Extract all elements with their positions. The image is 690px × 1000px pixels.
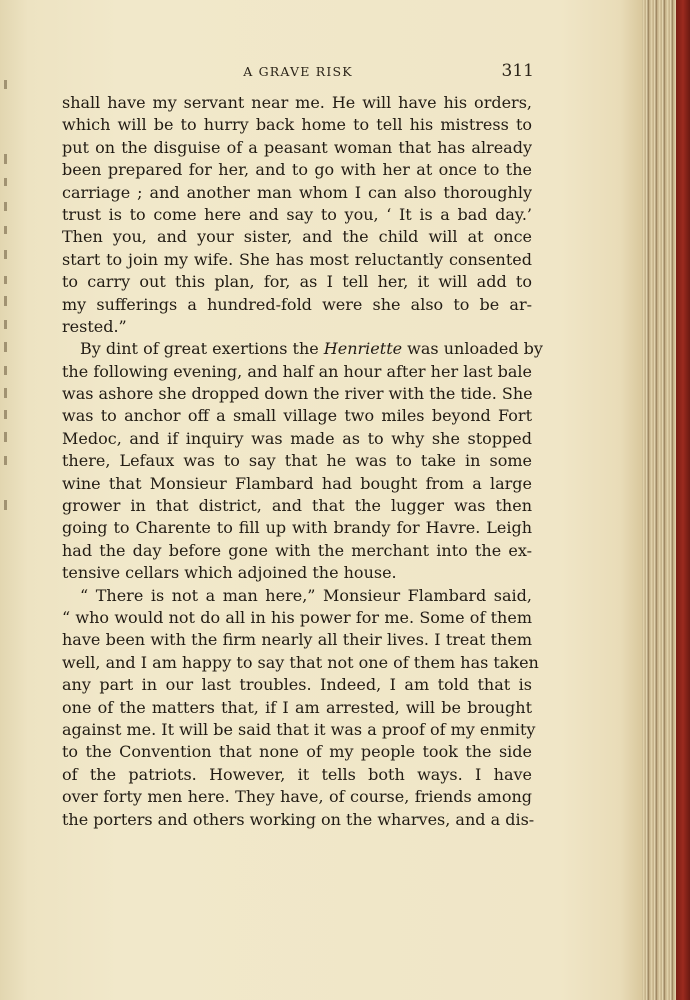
gutter-bleed-marks	[4, 80, 14, 520]
running-head: A GRAVE RISK	[243, 64, 353, 79]
body-text	[62, 92, 543, 831]
text-segment: By dint of great exertions the	[80, 339, 324, 359]
text-line: shall have my servant near me. He will have his orders,	[62, 93, 532, 112]
text-line	[62, 338, 543, 360]
text-line: was to anchor off a small village two miles beyond Fort	[62, 406, 532, 426]
text-line: “ There is not a man here,” Monsieur Flambard said,	[80, 585, 532, 605]
text-line: well, and I am happy to say that not one of them has taken	[62, 652, 539, 672]
text-line: the following evening, and half an hour after her last bale	[62, 361, 532, 381]
text-line: been prepared for her, and to go with her at once to the	[62, 160, 532, 180]
text-line: had the day before gone with the merchant into the ex-	[62, 540, 532, 560]
text-line: put on the disguise of a peasant woman that has already	[62, 137, 532, 157]
ship-name: Henriette	[323, 339, 403, 359]
text-line: wine that Monsieur Flambard had bought from a large	[62, 473, 532, 493]
text-line: have been with the firm nearly all their lives. I treat them	[62, 630, 532, 650]
text-line: to the Convention that none of my people took the side	[62, 742, 532, 762]
text-line: start to join my wife. She has most reluctantly consented	[62, 249, 532, 269]
book-page-edges	[642, 0, 690, 1000]
text-line: going to Charente to fill up with brandy for Havre. Leigh	[62, 518, 532, 538]
text-line: there, Lefaux was to say that he was to take in some	[62, 451, 532, 471]
text-line: one of the matters that, if I am arrested, will be brought	[62, 697, 532, 717]
page-number: 311	[501, 61, 534, 81]
text-line: against me. It will be said that it was a proof of my enmity	[62, 719, 536, 739]
text-line: trust is to come here and say to you, ‘ It is a bad day.’	[62, 204, 532, 224]
text-line: Then you, and your sister, and the child will at once	[62, 227, 532, 247]
text-line: of the patriots. However, it tells both ways. I have	[62, 764, 532, 784]
text-line: was ashore she dropped down the river with the tide. She	[62, 384, 533, 404]
text-line: “ who would not do all in his power for me. Some of them	[62, 607, 532, 627]
text-line: my sufferings a hundred-fold were she also to be ar-	[62, 294, 532, 314]
page-header	[62, 61, 534, 88]
text-line: carriage ; and another man whom I can also thoroughly	[62, 182, 532, 202]
text-line: over forty men here. They have, of course, friends among	[62, 787, 532, 807]
text-line: Medoc, and if inquiry was made as to why she stopped	[62, 428, 532, 448]
text-line: grower in that district, and that the lugger was then	[62, 496, 532, 516]
text-line: to carry out this plan, for, as I tell her, it will add to	[62, 272, 532, 292]
text-line: any part in our last troubles. Indeed, I am told that is	[62, 675, 532, 695]
text-line: the porters and others working on the wharves, and a dis-	[62, 809, 535, 829]
text-line: which will be to hurry back home to tell his mistress to	[62, 115, 532, 135]
text-line: tensive cellars which adjoined the house.	[62, 563, 397, 583]
text-line: rested.”	[62, 316, 127, 336]
text-segment: was unloaded by	[402, 339, 543, 359]
